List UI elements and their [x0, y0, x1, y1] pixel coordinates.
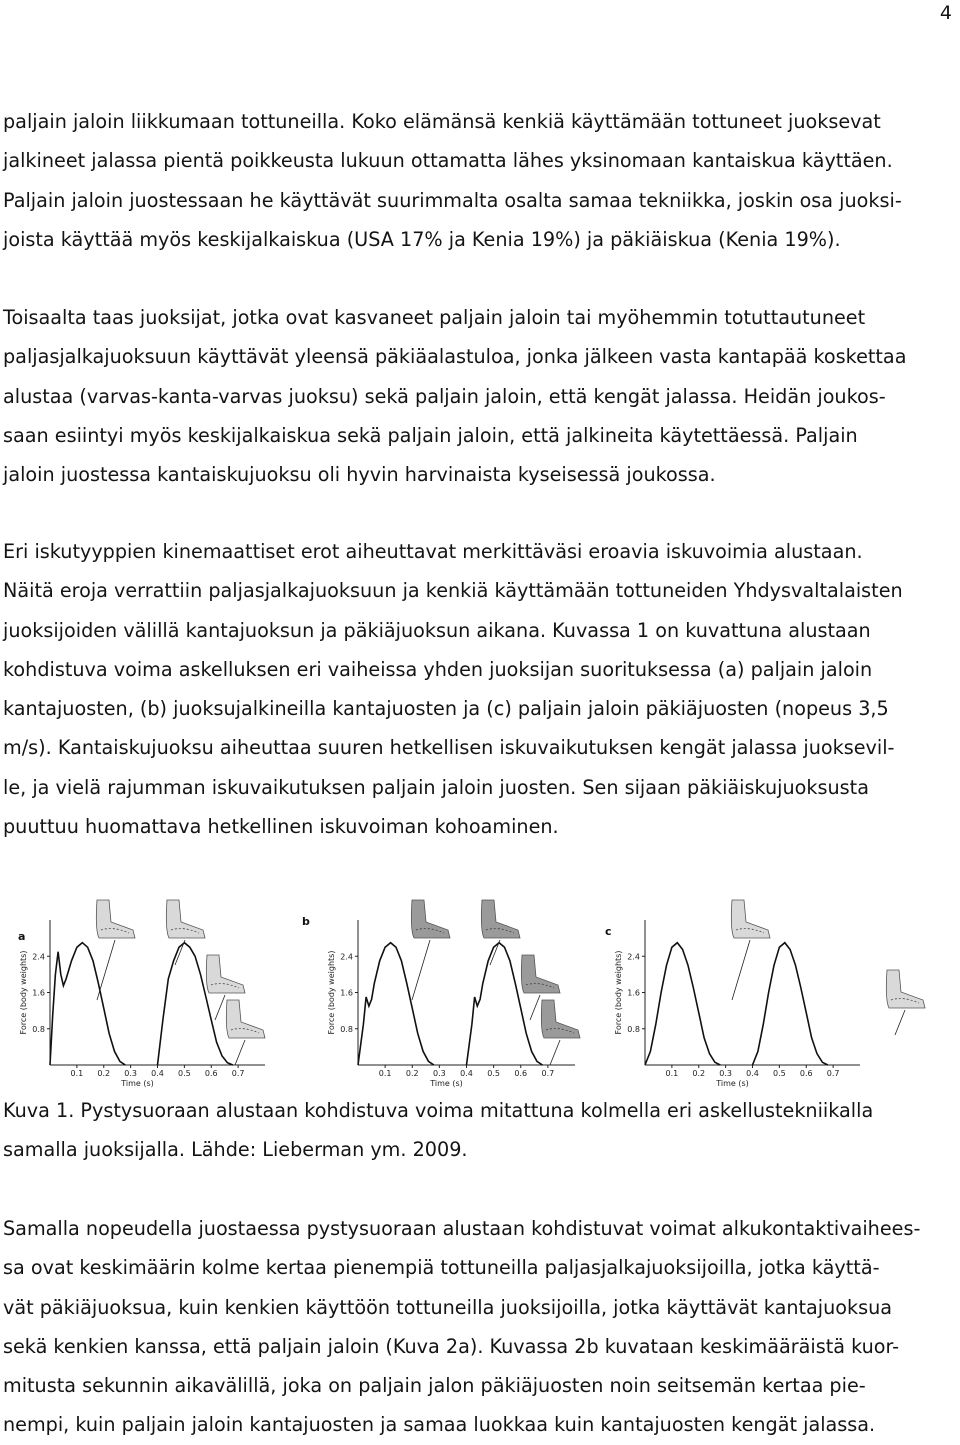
- x-tick-label: 0.1: [70, 1069, 84, 1078]
- text-line: mitusta sekunnin aikavälillä, joka on paljain jalon päkiäjuosten noin seitsemän kertaa pie-: [3, 1374, 866, 1398]
- x-tick-label: 0.7: [541, 1069, 555, 1078]
- figure-caption: [3, 1091, 873, 1170]
- text-line: jalkineet jalassa pientä poikkeusta lukuun ottamatta lähes yksinomaan kantaiskua käyttäen.: [3, 149, 893, 173]
- text-line: saan esiintyi myös keskijalkaiskua sekä paljain jaloin, että jalkineita käytettäessä. Paljain: [3, 423, 858, 447]
- page-number: 4: [939, 2, 952, 24]
- bare-forefoot-icon: [731, 900, 770, 1000]
- caption-line: Kuva 1. Pystysuoraan alustaan kohdistuva voima mitattuna kolmella eri askellustekniikalla: [3, 1099, 874, 1122]
- y-axis-label: Force (body weights): [19, 950, 28, 1035]
- foot-shape: [481, 900, 520, 938]
- panel-label: c: [605, 925, 612, 938]
- paragraph: [3, 102, 902, 259]
- text-line: kantajuosten, (b) juoksujalkineilla kantajuosten ja (c) paljain jaloin päkiäjuosten (nopeus 3,5: [3, 697, 889, 721]
- text-line: sa ovat keskimäärin kolme kertaa pienempiä tottuneilla paljasjalkajuoksijoilla, jotka käyttä-: [3, 1256, 880, 1280]
- text-line: alustaa (varvas-kanta-varvas juoksu) sekä paljain jaloin, että kengät jalassa. Heidän joukos-: [3, 384, 886, 408]
- text-line: paljain jaloin liikkumaan tottuneilla. Koko elämänsä kenkiä käyttämään tottuneet juoksevat: [3, 110, 881, 133]
- x-tick-label: 0.4: [460, 1069, 473, 1078]
- text-line: puuttuu huomattava hetkellinen iskuvoiman kohoaminen.: [3, 815, 559, 839]
- text-line: Samalla nopeudella juostaessa pystysuoraan alustaan kohdistuvat voimat alkukontaktivaihees-: [3, 1217, 921, 1240]
- x-tick-label: 0.3: [124, 1069, 137, 1078]
- x-tick-label: 0.4: [151, 1069, 164, 1078]
- figure-force-curves: [0, 880, 960, 1090]
- x-tick-label: 0.5: [487, 1069, 500, 1078]
- panel-label: b: [302, 915, 310, 928]
- x-tick-label: 0.2: [405, 1069, 419, 1078]
- pointer-line: [732, 940, 750, 1000]
- pointer-line: [550, 1040, 560, 1065]
- text-line: kohdistuva voima askelluksen eri vaiheissa yhden juoksijan suorituksessa (a) paljain jaloin: [3, 657, 873, 681]
- x-tick-label: 0.6: [204, 1069, 218, 1078]
- x-tick-label: 0.3: [719, 1069, 732, 1078]
- text-line: Paljain jaloin juostessaan he käyttävät suurimmalta osalta samaa tekniikka, joskin osa juoksi-: [3, 188, 902, 212]
- bare-foot-icon: [166, 900, 205, 965]
- x-axis-label: Time (s): [430, 1079, 463, 1088]
- foot-shape: [411, 900, 450, 938]
- shoe-heel-strike-icon: [411, 900, 450, 1000]
- caption-line: samalla juoksijalla. Lähde: Lieberman ym. 2009.: [3, 1138, 468, 1162]
- x-tick-label: 0.7: [826, 1069, 840, 1078]
- foot-shape: [541, 1000, 580, 1038]
- force-panel-b: [302, 900, 580, 1088]
- foot-shape: [96, 900, 135, 938]
- force-curve: [50, 943, 125, 1065]
- text-line: Näitä eroja verrattiin paljasjalkajuoksuun ja kenkiä käyttämään tottuneiden Yhdysvaltalaisten: [3, 579, 903, 603]
- y-tick-label: 1.6: [340, 988, 353, 998]
- y-tick-label: 2.4: [32, 952, 45, 962]
- force-curve: [645, 943, 720, 1065]
- text-line: Eri iskutyyppien kinemaattiset erot aiheuttavat merkittäväsi eroavia iskuvoimia alustaan.: [3, 540, 863, 563]
- text-line: joista käyttää myös keskijalkaiskua (USA 17% ja Kenia 19%) ja päkiäiskua (Kenia 19%).: [3, 227, 841, 251]
- force-panel-c: [605, 900, 925, 1088]
- paragraph: [3, 532, 903, 846]
- text-line: juoksijoiden välillä kantajuoksun ja päkiäjuoksun aikana. Kuvassa 1 on kuvattuna alustaan: [3, 618, 871, 642]
- force-panel-a: [18, 900, 265, 1088]
- y-axis-label: Force (body weights): [327, 950, 336, 1035]
- y-axis-label: Force (body weights): [614, 950, 623, 1035]
- x-tick-label: 0.4: [746, 1069, 759, 1078]
- x-tick-label: 0.1: [665, 1069, 679, 1078]
- force-curve: [753, 943, 828, 1065]
- x-tick-label: 0.3: [433, 1069, 446, 1078]
- panel-label: a: [18, 930, 26, 943]
- x-axis-label: Time (s): [121, 1079, 154, 1088]
- foot-shape: [521, 955, 560, 993]
- x-axis-label: Time (s): [716, 1079, 749, 1088]
- bare-heel-foot-icon: [96, 900, 135, 1000]
- foot-shape: [731, 900, 770, 938]
- y-tick-label: 1.6: [627, 988, 640, 998]
- x-tick-label: 0.6: [799, 1069, 813, 1078]
- x-tick-label: 0.2: [97, 1069, 111, 1078]
- pointer-line: [97, 940, 115, 1000]
- y-tick-label: 2.4: [627, 952, 640, 962]
- force-curve: [358, 943, 434, 1065]
- text-line: m/s). Kantaiskujuoksu aiheuttaa suuren hetkellisen iskuvaikutuksen kengät jalassa juoksevil-: [3, 736, 895, 760]
- bare-foot-icon: [886, 970, 925, 1035]
- pointer-line: [235, 1040, 245, 1065]
- shoe-icon: [481, 900, 520, 965]
- y-tick-label: 2.4: [340, 952, 353, 962]
- text-line: Toisaalta taas juoksijat, jotka ovat kasvaneet paljain jaloin tai myöhemmin totuttautuneet: [3, 306, 866, 329]
- y-tick-label: 0.8: [627, 1024, 640, 1034]
- paragraph: [3, 298, 906, 494]
- text-line: jaloin juostessa kantaiskujuoksu oli hyvin harvinaista kyseisessä joukossa.: [3, 463, 716, 487]
- pointer-line: [530, 995, 540, 1020]
- text-line: vät päkiäjuoksua, kuin kenkien käyttöön tottuneilla juoksijoilla, jotka käyttävät kantajuoksua: [3, 1295, 893, 1319]
- bare-foot-icon: [226, 1000, 265, 1065]
- x-tick-label: 0.7: [231, 1069, 245, 1078]
- x-tick-label: 0.6: [514, 1069, 528, 1078]
- x-tick-label: 0.5: [773, 1069, 786, 1078]
- pointer-line: [895, 1010, 905, 1035]
- foot-shape: [206, 955, 245, 993]
- foot-shape: [166, 900, 205, 938]
- x-tick-label: 0.1: [378, 1069, 392, 1078]
- pointer-line: [412, 940, 430, 1000]
- text-line: le, ja vielä rajumman iskuvaikutuksen paljain jaloin juosten. Sen sijaan päkiäiskujuoksusta: [3, 775, 869, 799]
- x-tick-label: 0.5: [178, 1069, 191, 1078]
- text-line: nempi, kuin paljain jaloin kantajuosten ja samaa luokkaa kuin kantajuosten kengät jalassa.: [3, 1413, 876, 1437]
- text-line: sekä kenkien kanssa, että paljain jaloin (Kuva 2a). Kuvassa 2b kuvataan keskimääräistä kuor-: [3, 1334, 900, 1358]
- foot-shape: [226, 1000, 265, 1038]
- y-tick-label: 0.8: [340, 1024, 353, 1034]
- shoe-icon: [541, 1000, 580, 1065]
- pointer-line: [215, 995, 225, 1020]
- foot-shape: [886, 970, 925, 1008]
- x-tick-label: 0.2: [692, 1069, 706, 1078]
- text-line: paljasjalkajuoksuun käyttävät yleensä päkiäalastuloa, jonka jälkeen vasta kantapää koskettaa: [3, 345, 907, 369]
- y-tick-label: 0.8: [32, 1024, 45, 1034]
- y-tick-label: 1.6: [32, 988, 45, 998]
- paragraph: [3, 1209, 920, 1445]
